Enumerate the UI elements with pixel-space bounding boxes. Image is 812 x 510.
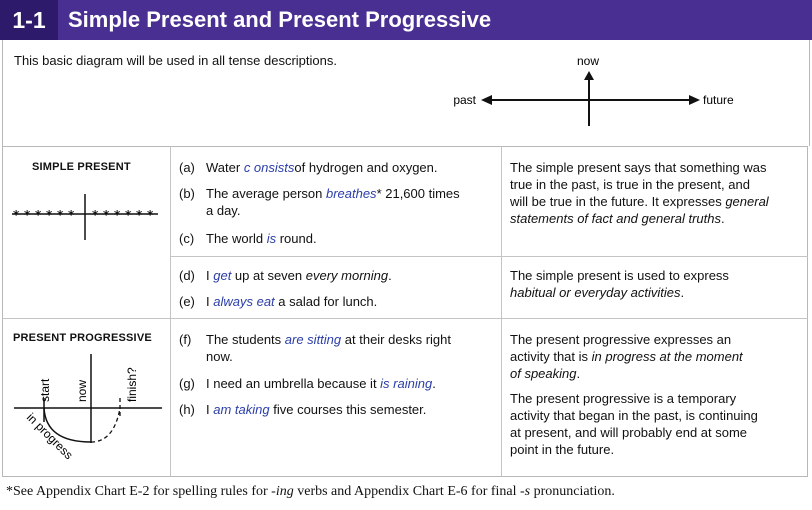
simple-present-diagram [10, 192, 160, 242]
svg-text:*: * [147, 208, 154, 222]
example-f: (f) The students are sitting at their desks right now. [179, 332, 451, 364]
in-progress-label: in progress [23, 410, 76, 463]
timeline-now-arrow [584, 71, 594, 80]
present-progressive-explanation-1: The present progressive expresses an activity that is in progress at the moment of speaking. [510, 332, 743, 381]
footnote: *See Appendix Chart E-2 for spelling rules for -ing verbs and Appendix Chart E-6 for final -s pronunciation. [6, 484, 615, 499]
finish-label: finish? [125, 367, 139, 402]
chart-title: Simple Present and Present Progressive [68, 7, 492, 32]
svg-text:*: * [46, 208, 53, 222]
svg-text:*: * [68, 208, 75, 222]
simple-present-explanation-1: The simple present says that something was true in the past, is true in the present, and will be true in the future. It expresses general statements of fact and general truths. [510, 160, 769, 226]
intro-text: This basic diagram will be used in all tense descriptions. [14, 53, 337, 68]
svg-text:*: * [92, 208, 99, 222]
present-progressive-diagram [10, 348, 170, 468]
svg-text:*: * [24, 208, 31, 222]
svg-text:*: * [125, 208, 132, 222]
simple-present-label: SIMPLE PRESENT [32, 161, 131, 173]
timeline-left-arrow [481, 95, 492, 105]
present-progressive-label: PRESENT PROGRESSIVE [13, 332, 152, 344]
chart-number: 1-1 [0, 0, 58, 40]
simple-present-explanation-2: The simple present is used to express habitual or everyday activities. [510, 268, 729, 300]
repeated-action-marks [13, 208, 154, 222]
timeline-past-label: past [453, 93, 476, 107]
column-divider-1 [170, 146, 171, 477]
timeline-future-label: future [703, 93, 734, 107]
svg-text:*: * [114, 208, 121, 222]
timeline-right-arrow [689, 95, 700, 105]
start-label: start [38, 378, 52, 402]
example-b: (b) The average person breathes* 21,600 times a day. [179, 186, 460, 218]
future-arc [91, 408, 120, 442]
svg-text:*: * [13, 208, 20, 222]
svg-text:*: * [35, 208, 42, 222]
svg-text:*: * [103, 208, 110, 222]
row-divider-1 [170, 256, 808, 257]
column-divider-2 [501, 146, 502, 477]
timeline-diagram [0, 0, 812, 146]
svg-text:*: * [57, 208, 64, 222]
now-label: now [75, 379, 89, 402]
svg-text:*: * [136, 208, 143, 222]
present-progressive-explanation-2: The present progressive is a temporary activity that began in the past, is continuing at present, and will probably end at some point in the future. [510, 391, 758, 457]
timeline-now-label: now [576, 54, 600, 68]
row-divider-2 [2, 318, 808, 319]
